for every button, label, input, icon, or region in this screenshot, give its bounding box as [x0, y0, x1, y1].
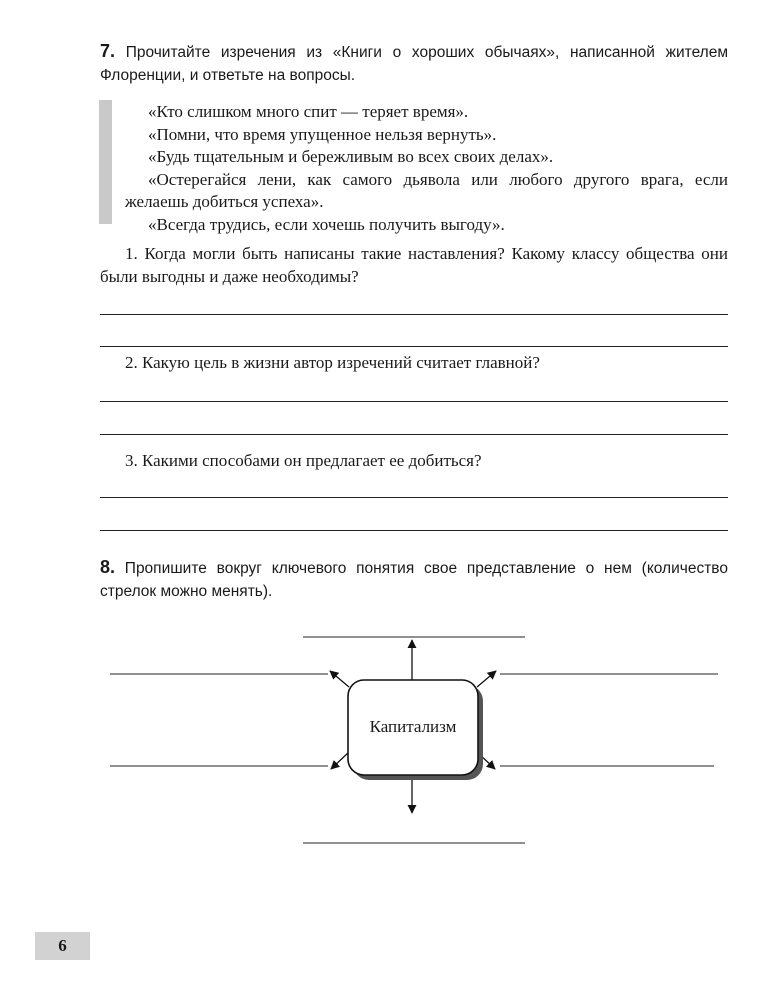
task-8-text: Пропишите вокруг ключевого понятия свое представление о нем (количество стрелок можно менять).	[100, 560, 728, 600]
page-number: 6	[35, 932, 90, 960]
question-3: 3. Какими способами он предлагает ее добиться?	[125, 451, 482, 470]
question-2: 2. Какую цель в жизни автор изречений считает главной?	[125, 353, 540, 372]
task-7-number: 7.	[100, 41, 116, 61]
quote-2: «Помни, что время упущенное нельзя вернуть».	[148, 124, 497, 144]
quote-4: «Остерегайся лени, как самого дьявола или любого другого врага, если желаешь добиться успеха».	[125, 169, 728, 212]
arrow-upper-right	[477, 671, 496, 687]
arrow-upper-left	[330, 671, 349, 687]
quote-3: «Будь тщательным и бережливым во всех своих делах».	[148, 147, 554, 167]
arrow-lower-left	[331, 752, 349, 769]
concept-label: Капитализм	[369, 717, 457, 736]
quote-5: «Всегда трудись, если хочешь получить выгоду».	[148, 214, 505, 234]
task-8-number: 8.	[100, 557, 116, 577]
task-7-text: Прочитайте изречения из «Книги о хороших обычаях», написанной жителем Флоренции, и ответьте на вопросы.	[100, 44, 728, 84]
question-1: 1. Когда могли быть написаны такие наставления? Какому классу общества они были выгодны и даже необходимы?	[100, 244, 728, 286]
quote-1: «Кто слишком много спит — теряет время».	[148, 102, 469, 121]
